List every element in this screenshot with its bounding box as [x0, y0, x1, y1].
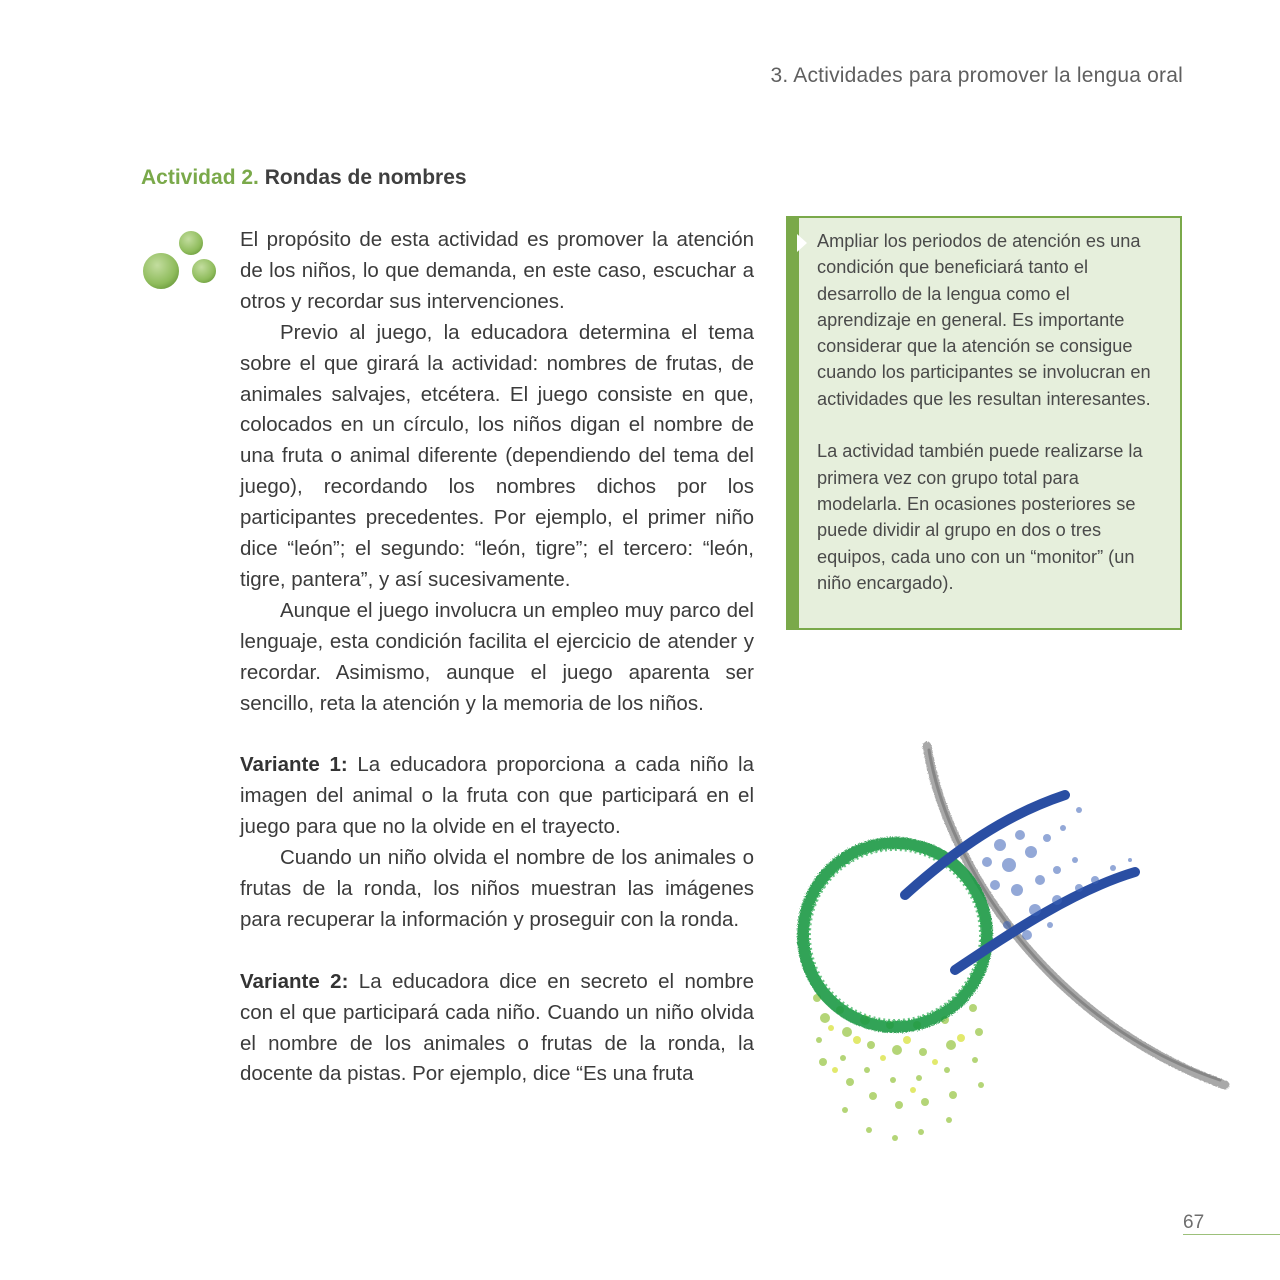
- green-brush-circle: [803, 843, 987, 1027]
- paragraph-game-benefit: Aunque el juego involucra un empleo muy parco del lenguaje, esta condición facilita el ejercicio de atender y recordar. Asimismo, aunque el juego aparenta ser sencillo, reta la atención y la memoria de los niños.: [240, 598, 754, 715]
- green-yellow-drips: [813, 994, 984, 1141]
- variant-2-label: Variante 2:: [240, 969, 349, 993]
- paragraph-variant-2: [240, 967, 754, 1091]
- paragraph-variant-1-detail: Cuando un niño olvida el nombre de los animales o frutas de la ronda, los niños muestran las imágenes para recuperar la información y proseguir con la ronda.: [240, 846, 754, 931]
- sidebar-paragraph-1: Ampliar los periodos de atención es una condición que beneficiará tanto el desarrollo de la lengua como el aprendizaje en general. Es importante considerar que la atención se consigue cuando los participantes se involucran en actividades que les resultan interesantes.: [817, 231, 1151, 409]
- sidebar-notch: [797, 234, 807, 252]
- activity-title: [141, 166, 467, 190]
- sidebar-note-box: [786, 216, 1182, 630]
- paragraph-game-description: Previo al juego, la educadora determina el tema sobre el que girará la actividad: nombres de frutas, de animales salvajes, etcétera. El juego consiste en que, colocados en un círculo, los niños digan el nombre de una fruta o animal diferente (dependiendo del tema del juego), recordando los nombres dichos por los participantes precedentes. Por ejemplo, el primer niño dice “león”; el segundo: “león, tigre”; el tercero: “león, tigre, pantera”, y así sucesivamente.: [240, 320, 754, 591]
- gray-brush-stroke: [927, 746, 1225, 1085]
- activity-number: Actividad 2.: [141, 166, 259, 189]
- paragraph-variant-1: [240, 750, 754, 843]
- main-body-text: [240, 225, 754, 1090]
- variant-2-text: La educadora dice en secreto el nombre con el que participará cada niño. Cuando un niño olvida el nombre de los animales o frutas de la ronda, la docente da pistas. Por ejemplo, dice “Es una fruta: [240, 969, 754, 1086]
- activity-name: Rondas de nombres: [264, 166, 467, 189]
- three-green-circles-icon: [140, 228, 222, 294]
- paragraph-purpose: El propósito de esta actividad es promover la atención de los niños, lo que demanda, en este caso, escuchar a otros y recordar sus intervenciones.: [240, 228, 754, 313]
- abstract-brush-illustration: [795, 740, 1235, 1160]
- page-footer-rule: [1183, 1234, 1280, 1235]
- page-number: 67: [1183, 1212, 1205, 1233]
- running-head: 3. Actividades para promover la lengua oral: [770, 64, 1183, 87]
- sidebar-paragraph-2: La actividad también puede realizarse la primera vez con grupo total para modelarla. En ocasiones posteriores se puede dividir al grupo en dos o tres equipos, cada uno con un “monitor” (un niño encargado).: [817, 441, 1143, 593]
- variant-1-text: La educadora proporciona a cada niño la imagen del animal o la fruta con que participará en el juego para que no la olvide en el trayecto.: [240, 753, 754, 839]
- sidebar-text: [817, 228, 1167, 596]
- variant-1-label: Variante 1:: [240, 753, 348, 777]
